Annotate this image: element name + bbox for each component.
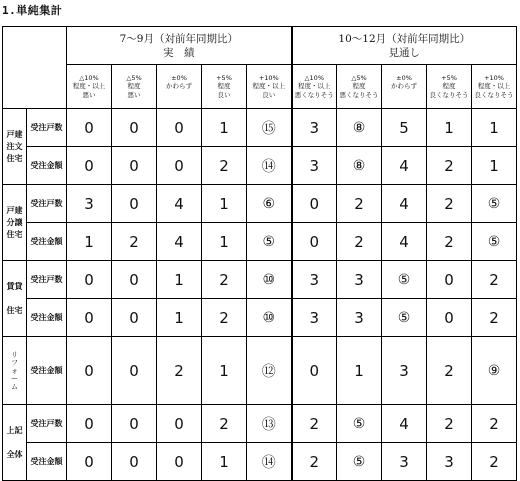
rating-column-header: [202, 65, 247, 109]
category-label-line: 注文: [6, 141, 23, 151]
rating-column-header: [157, 65, 202, 109]
value-cell: 4: [382, 223, 427, 261]
table-row: [3, 185, 517, 223]
metric-label: 受注金額: [27, 443, 67, 481]
rating-column-header: [112, 65, 157, 109]
value-cell-highlighted: ⑧: [337, 109, 382, 147]
rating-header-line: 良くなりそう: [474, 90, 514, 99]
rating-header-line: 悪い: [127, 90, 141, 99]
period1-header: [67, 27, 292, 65]
category-label: [3, 109, 27, 185]
value-cell: 1: [202, 443, 247, 481]
rating-header-line: 程度・以上: [252, 82, 286, 91]
category-label-line: ー: [11, 374, 18, 383]
rating-header-line: 悪い: [82, 90, 96, 99]
rating-header-line: 良い: [262, 90, 276, 99]
value-cell: 0: [67, 337, 112, 405]
rating-header-line: △10%: [79, 73, 99, 82]
rating-header-line: 程度・以上: [298, 82, 331, 91]
category-label-line: ォ: [11, 366, 18, 375]
value-cell: 2: [427, 147, 472, 185]
value-cell: 0: [157, 147, 202, 185]
category-label-line: 分譲: [6, 217, 23, 227]
category-label-line: 戸建: [6, 129, 23, 139]
value-cell-highlighted: ⑤: [337, 405, 382, 443]
value-cell: 3: [292, 261, 337, 299]
value-cell: 0: [112, 337, 157, 405]
value-cell-highlighted: ⑥: [247, 185, 292, 223]
rating-header-line: かわらず: [391, 82, 418, 91]
rating-header-line: 程度: [352, 82, 366, 91]
metric-label: 受注金額: [27, 147, 67, 185]
rating-column-header: [67, 65, 112, 109]
rating-header-line: ±0%: [396, 73, 412, 82]
value-cell: 0: [67, 299, 112, 337]
value-cell: 2: [202, 261, 247, 299]
rating-header-line: 良くなりそう: [429, 90, 469, 99]
value-cell: 3: [292, 147, 337, 185]
metric-label: 受注戸数: [27, 109, 67, 147]
value-cell: 1: [67, 223, 112, 261]
value-cell-highlighted: ⑤: [337, 443, 382, 481]
corner-cell: [3, 27, 67, 109]
value-cell-highlighted: ⑩: [247, 261, 292, 299]
value-cell: 2: [472, 443, 517, 481]
value-cell: 2: [202, 405, 247, 443]
category-label-line: [3, 293, 26, 305]
category-label: [3, 337, 27, 405]
value-cell-highlighted: ⑭: [247, 443, 292, 481]
value-cell: 0: [157, 443, 202, 481]
value-cell: 0: [292, 185, 337, 223]
rating-header-line: +5%: [216, 73, 232, 82]
period2-header: [292, 27, 517, 65]
value-cell: 1: [337, 337, 382, 405]
value-cell: 4: [382, 185, 427, 223]
value-cell: 2: [202, 147, 247, 185]
value-cell: 0: [112, 443, 157, 481]
rating-header-line: △10%: [304, 73, 324, 82]
value-cell: 3: [427, 443, 472, 481]
value-cell-highlighted: ⑫: [247, 337, 292, 405]
rating-header-line: [157, 91, 201, 100]
period1-title: 7〜9月（対前年同期比）: [119, 32, 238, 45]
value-cell: 0: [112, 185, 157, 223]
value-cell: 4: [157, 185, 202, 223]
value-cell: 0: [157, 109, 202, 147]
survey-table: [2, 26, 517, 481]
value-cell: 2: [337, 223, 382, 261]
category-label-line: フ: [11, 358, 18, 367]
value-cell: 3: [382, 443, 427, 481]
rating-column-header: [247, 65, 292, 109]
value-cell-highlighted: ⑤: [247, 223, 292, 261]
value-cell: 0: [157, 405, 202, 443]
value-cell: 0: [67, 261, 112, 299]
value-cell-highlighted: ⑮: [247, 109, 292, 147]
value-cell: 0: [112, 299, 157, 337]
value-cell: 3: [337, 299, 382, 337]
category-label-line: [3, 437, 26, 449]
value-cell-highlighted: ⑧: [337, 147, 382, 185]
table-row: [3, 443, 517, 481]
period2-subtitle: 見通し: [388, 46, 421, 59]
table-row: [3, 405, 517, 443]
value-cell: 0: [67, 443, 112, 481]
rating-header-line: 良い: [217, 90, 231, 99]
value-cell: 5: [382, 109, 427, 147]
rating-column-header: [427, 65, 472, 109]
value-cell-highlighted: ⑭: [247, 147, 292, 185]
value-cell: 0: [112, 405, 157, 443]
metric-label: 受注金額: [27, 337, 67, 405]
value-cell: 0: [427, 299, 472, 337]
value-cell: 0: [67, 109, 112, 147]
rating-header-line: 悪くなりそう: [294, 90, 334, 99]
value-cell: 1: [202, 185, 247, 223]
rating-column-header: [337, 65, 382, 109]
value-cell: 2: [157, 337, 202, 405]
value-cell-highlighted: ⑨: [472, 337, 517, 405]
category-label: [3, 261, 27, 337]
table-row: [3, 261, 517, 299]
rating-header-line: 程度: [127, 82, 141, 91]
category-label-line: 戸建: [6, 205, 23, 215]
category-label-line: リ: [11, 350, 18, 359]
category-label: [3, 405, 27, 481]
table-row: [3, 337, 517, 405]
value-cell: 2: [472, 405, 517, 443]
period1-subtitle: 実 績: [163, 46, 195, 59]
rating-header-line: +10%: [258, 73, 279, 82]
table-row: [3, 223, 517, 261]
metric-label: 受注戸数: [27, 261, 67, 299]
metric-label: 受注金額: [27, 223, 67, 261]
value-cell: 4: [157, 223, 202, 261]
value-cell: 0: [112, 109, 157, 147]
value-cell: 1: [472, 147, 517, 185]
rating-header-line: △5%: [126, 73, 142, 82]
rating-header-line: +5%: [441, 73, 457, 82]
value-cell: 0: [67, 147, 112, 185]
value-cell: 2: [427, 405, 472, 443]
rating-header-line: [382, 91, 426, 100]
category-label-line: 住宅: [6, 153, 23, 163]
category-label-line: 全体: [6, 449, 23, 459]
value-cell-highlighted: ⑤: [472, 223, 517, 261]
value-cell: 1: [427, 109, 472, 147]
value-cell: 0: [112, 261, 157, 299]
value-cell: 3: [292, 109, 337, 147]
value-cell: 2: [427, 223, 472, 261]
value-cell: 1: [202, 337, 247, 405]
rating-header-line: 程度・以上: [477, 82, 511, 91]
table-row: [3, 299, 517, 337]
value-cell: 0: [112, 147, 157, 185]
category-label: [3, 185, 27, 261]
period2-title: 10〜12月（対前年同期比）: [338, 32, 471, 45]
rating-header-line: △5%: [351, 73, 367, 82]
value-cell: 0: [292, 337, 337, 405]
value-cell: 1: [202, 223, 247, 261]
value-cell-highlighted: ⑩: [247, 299, 292, 337]
rating-column-header: [382, 65, 427, 109]
value-cell: 0: [427, 261, 472, 299]
value-cell: 2: [472, 299, 517, 337]
value-cell: 2: [112, 223, 157, 261]
rating-header-line: 程度: [442, 82, 456, 91]
category-label-line: 上記: [6, 425, 23, 435]
value-cell-highlighted: ⑬: [247, 405, 292, 443]
value-cell: 2: [202, 299, 247, 337]
category-label-line: 賃貸: [6, 281, 23, 291]
value-cell: 1: [157, 299, 202, 337]
value-cell: 2: [292, 405, 337, 443]
value-cell: 4: [382, 405, 427, 443]
metric-label: 受注戸数: [27, 405, 67, 443]
section-title: 1.単純集計: [2, 4, 63, 17]
value-cell: 2: [472, 261, 517, 299]
rating-header-line: かわらず: [166, 82, 192, 91]
value-cell: 2: [337, 185, 382, 223]
value-cell: 2: [427, 185, 472, 223]
value-cell-highlighted: ⑤: [472, 185, 517, 223]
metric-label: 受注金額: [27, 299, 67, 337]
value-cell: 3: [292, 299, 337, 337]
value-cell: 4: [382, 147, 427, 185]
rating-header-line: 悪くなりそう: [339, 90, 379, 99]
table-row: [3, 147, 517, 185]
value-cell: 2: [292, 443, 337, 481]
category-label-line: 住宅: [6, 305, 23, 315]
value-cell: 0: [67, 405, 112, 443]
rating-header-line: 程度: [217, 82, 231, 91]
table-row: [3, 109, 517, 147]
value-cell: 2: [427, 337, 472, 405]
value-cell-highlighted: ⑤: [382, 261, 427, 299]
rating-column-header: [472, 65, 517, 109]
category-label-line: 住宅: [6, 229, 23, 239]
value-cell: 0: [292, 223, 337, 261]
value-cell-highlighted: ⑤: [382, 299, 427, 337]
value-cell: 1: [202, 109, 247, 147]
value-cell: 3: [382, 337, 427, 405]
value-cell: 3: [67, 185, 112, 223]
metric-label: 受注戸数: [27, 185, 67, 223]
value-cell: 1: [157, 261, 202, 299]
rating-header-line: 程度・以上: [72, 82, 106, 91]
rating-header-line: ±0%: [171, 73, 187, 82]
category-label-line: ム: [11, 382, 18, 391]
rating-column-header: [292, 65, 337, 109]
value-cell: 3: [337, 261, 382, 299]
rating-header-line: +10%: [484, 73, 504, 82]
value-cell: 1: [472, 109, 517, 147]
